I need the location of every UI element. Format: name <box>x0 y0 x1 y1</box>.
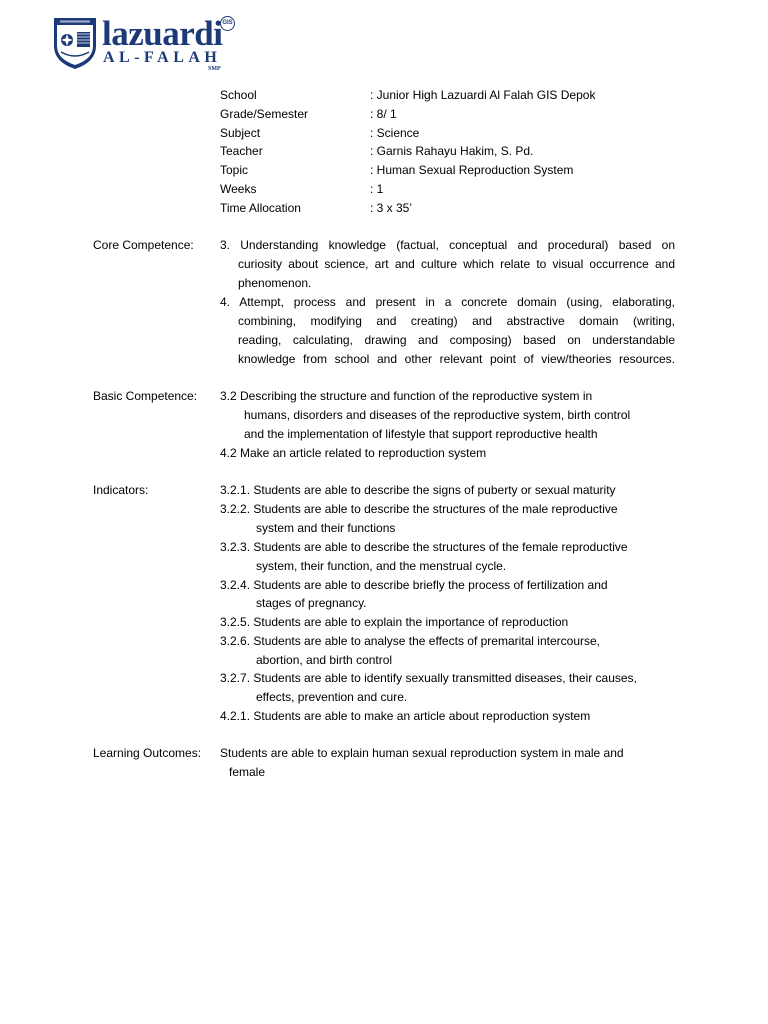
info-row <box>220 199 680 218</box>
indicator-line: system, their function, and the menstrual cycle. <box>256 559 507 573</box>
basic-competence-line: 3.2 Describing the structure and function of the reproductive system in <box>220 389 593 403</box>
info-label: Subject <box>220 125 261 140</box>
learning-outcome-line: female <box>229 765 266 779</box>
info-label: Topic <box>220 163 249 178</box>
core-competence-line: 4. Attempt, process and present in a concrete domain (using, elaborating, <box>220 295 675 309</box>
crest-icon <box>52 16 98 70</box>
basic-competence-line: and the implementation of lifestyle that support reproductive health <box>244 427 598 441</box>
info-value: : 1 <box>370 181 384 196</box>
logo-gis-badge: GIS <box>220 16 235 31</box>
learning-outcomes-label: Learning Outcomes: <box>93 746 202 760</box>
core-competence-line: curiosity about science, art and culture which relate to visual occurrence and <box>238 257 675 271</box>
core-competence-line: combining, modifying and creating) and abstractive domain (writing, <box>238 314 675 328</box>
learning-outcome-line: Students are able to explain human sexual reproduction system in male and <box>220 746 624 760</box>
info-row <box>220 124 680 143</box>
info-row <box>220 180 680 199</box>
info-value: : Science <box>370 125 420 140</box>
indicator-line: system and their functions <box>256 521 396 535</box>
indicator-line: stages of pregnancy. <box>256 596 367 610</box>
indicator-line: 3.2.4. Students are able to describe briefly the process of fertilization and <box>220 578 608 592</box>
basic-competence-line: humans, disorders and diseases of the reproductive system, birth control <box>244 408 631 422</box>
info-value: : Garnis Rahayu Hakim, S. Pd. <box>370 144 534 159</box>
indicator-line: 3.2.7. Students are able to identify sexually transmitted diseases, their causes, <box>220 671 637 685</box>
info-value: : 8/ 1 <box>370 106 397 121</box>
school-logo <box>52 16 232 72</box>
info-value: : 3 x 35’ <box>370 200 413 215</box>
info-label: Weeks <box>220 181 257 196</box>
indicator-line: 3.2.1. Students are able to describe the signs of puberty or sexual maturity <box>220 483 616 497</box>
indicators-label: Indicators: <box>93 483 149 497</box>
core-competence-line <box>220 236 675 255</box>
info-row <box>220 142 680 161</box>
core-line-text: 3. Understanding knowledge (factual, conceptual and procedural) based on <box>220 238 675 252</box>
core-competence-line: reading, calculating, drawing and composing) based on understandable <box>238 333 675 347</box>
info-row <box>220 105 680 124</box>
core-competence-label: Core Competence: <box>93 238 194 252</box>
logo-wordmark: lazuardi <box>102 14 223 53</box>
indicator-line: 3.2.6. Students are able to analyse the effects of premarital intercourse, <box>220 634 600 648</box>
lesson-info <box>220 86 680 218</box>
info-label: Grade/Semester <box>220 106 309 121</box>
basic-competence-line: 4.2 Make an article related to reproduction system <box>220 446 487 460</box>
logo-subtitle: AL-FALAH <box>103 49 222 66</box>
info-value: : Human Sexual Reproduction System <box>370 163 574 178</box>
info-label: School <box>220 88 257 102</box>
info-row <box>220 86 680 105</box>
indicator-line: 3.2.3. Students are able to describe the structures of the female reproductive <box>220 540 628 554</box>
basic-competence-label: Basic Competence: <box>93 389 198 403</box>
indicator-line: abortion, and birth control <box>256 653 393 667</box>
info-row <box>220 161 680 180</box>
core-competence-line: phenomenon. <box>238 276 312 290</box>
indicator-line: effects, prevention and cure. <box>256 690 408 704</box>
indicator-line: 3.2.5. Students are able to explain the importance of reproduction <box>220 615 569 629</box>
info-label: Time Allocation <box>220 200 301 215</box>
info-value: : Junior High Lazuardi Al Falah GIS Depok <box>370 88 596 102</box>
indicator-line: 3.2.2. Students are able to describe the structures of the male reproductive <box>220 502 618 516</box>
indicator-line: 4.2.1. Students are able to make an article about reproduction system <box>220 709 591 723</box>
core-competence-line: knowledge from school and other relevant point of view/theories resources. <box>238 352 675 366</box>
info-label: Teacher <box>220 144 263 159</box>
logo-level: SMP <box>208 66 221 72</box>
